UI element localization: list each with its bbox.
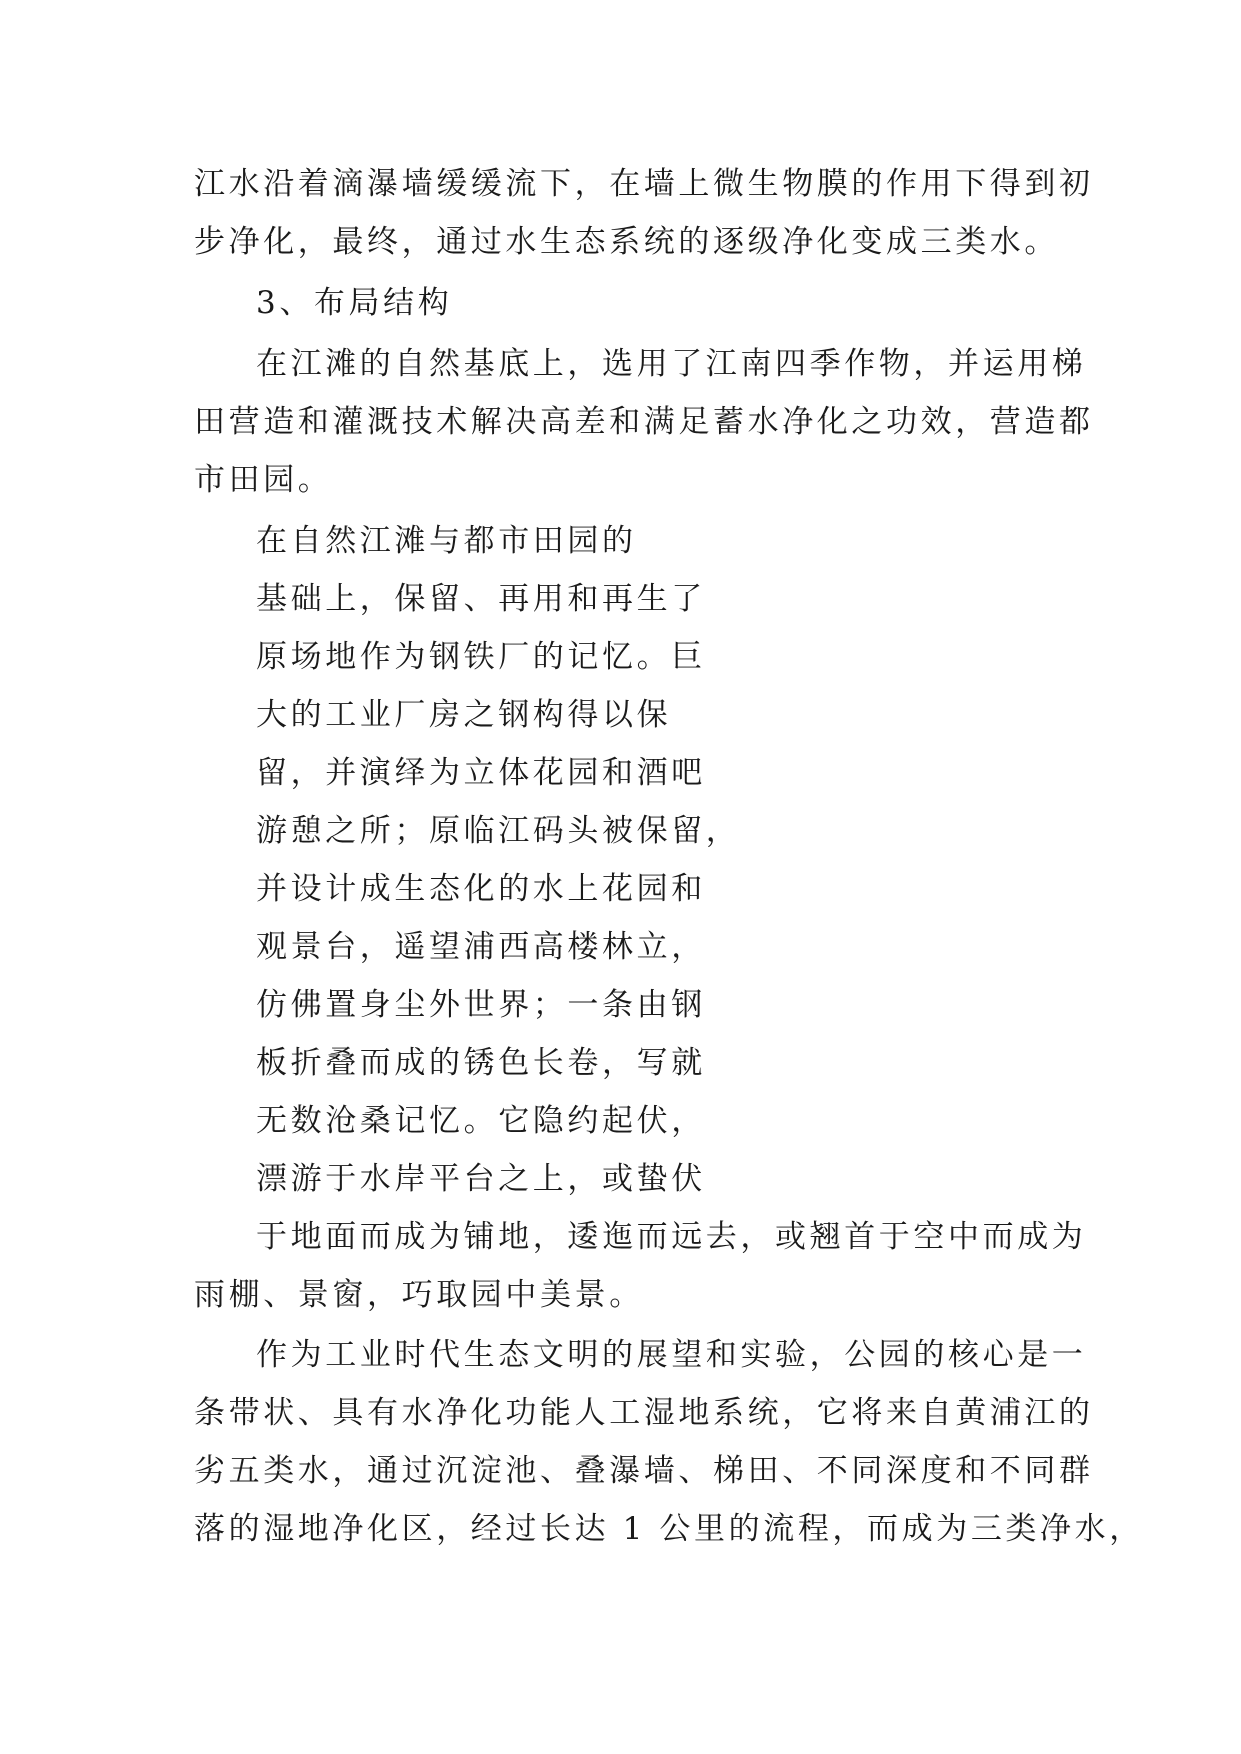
paragraph-line: 市田园。 <box>194 462 333 498</box>
poem-line: 观景台，遥望浦西高楼林立， <box>256 929 706 965</box>
paragraph-line: 于地面而成为铺地，逶迤而远去，或翘首于空中而成为 <box>256 1219 1087 1255</box>
paragraph-line: 落的湿地净化区，经过长达 1 公里的流程，而成为三类净水， <box>194 1511 1144 1547</box>
poem-line: 基础上，保留、再用和再生了 <box>256 581 706 617</box>
paragraph-line: 田营造和灌溉技术解决高差和满足蓄水净化之功效，营造都 <box>194 404 1094 440</box>
poem-line: 原场地作为钢铁厂的记忆。巨 <box>256 639 706 675</box>
poem-line: 无数沧桑记忆。它隐约起伏， <box>256 1103 706 1139</box>
paragraph-line: 雨棚、景窗，巧取园中美景。 <box>194 1277 644 1313</box>
poem-line: 在自然江滩与都市田园的 <box>256 523 637 559</box>
poem-line: 大的工业厂房之钢构得以保 <box>256 697 672 733</box>
poem-line: 游憩之所；原临江码头被保留， <box>256 813 741 849</box>
poem-line: 并设计成生态化的水上花园和 <box>256 871 706 907</box>
paragraph-line: 劣五类水，通过沉淀池、叠瀑墙、梯田、不同深度和不同群 <box>194 1453 1094 1489</box>
poem-line: 留，并演绎为立体花园和酒吧 <box>256 755 706 791</box>
paragraph-line: 作为工业时代生态文明的展望和实验，公园的核心是一 <box>256 1337 1087 1373</box>
poem-line: 板折叠而成的锈色长卷，写就 <box>256 1045 706 1081</box>
poem-line: 仿佛置身尘外世界；一条由钢 <box>256 987 706 1023</box>
paragraph-line: 条带状、具有水净化功能人工湿地系统，它将来自黄浦江的 <box>194 1395 1094 1431</box>
paragraph-line: 步净化，最终，通过水生态系统的逐级净化变成三类水。 <box>194 224 1059 260</box>
paragraph-line: 江水沿着滴瀑墙缓缓流下，在墙上微生物膜的作用下得到初 <box>194 166 1094 202</box>
section-heading: 3、布局结构 <box>256 285 453 321</box>
paragraph-line: 在江滩的自然基底上，选用了江南四季作物，并运用梯 <box>256 346 1087 382</box>
poem-line: 漂游于水岸平台之上，或蛰伏 <box>256 1161 706 1197</box>
